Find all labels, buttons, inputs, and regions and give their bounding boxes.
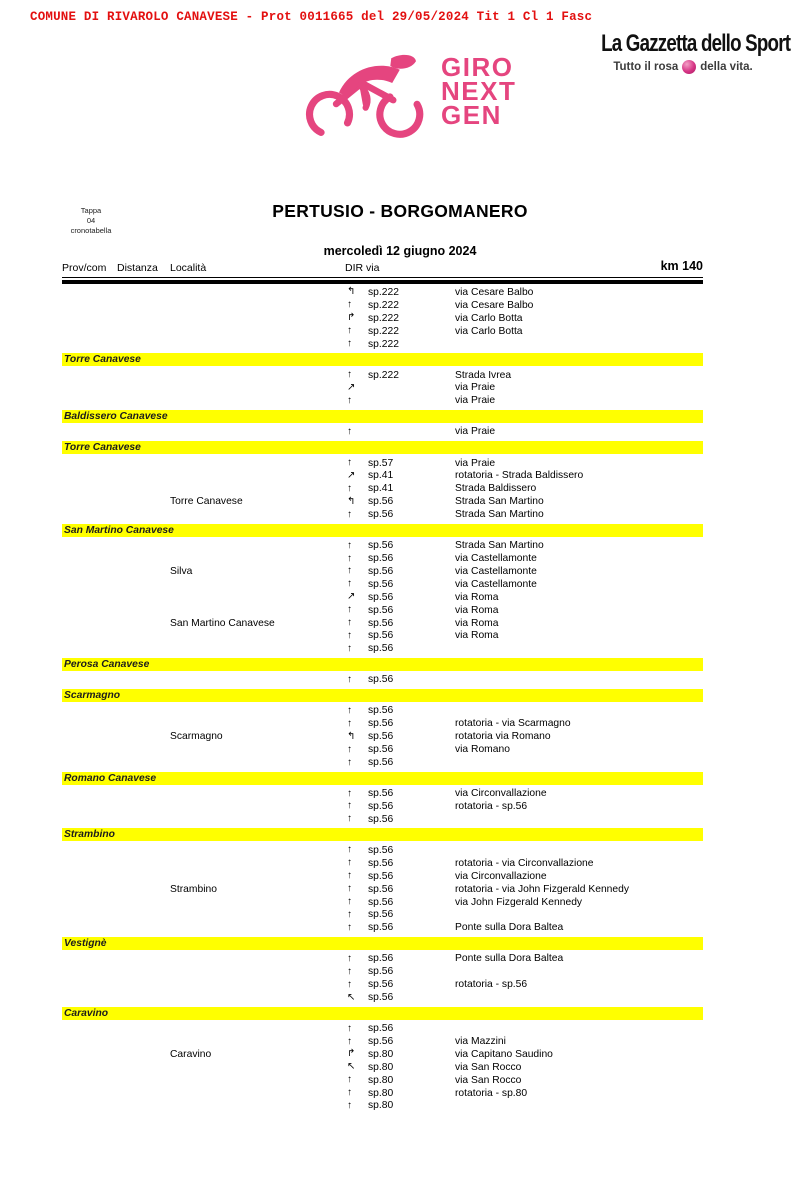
road-code-cell: sp.56 [368, 744, 394, 756]
route-row [62, 1022, 703, 1035]
street-name-cell: via Cesare Balbo [455, 299, 534, 311]
route-row [62, 312, 703, 325]
road-code-cell: sp.222 [368, 325, 399, 337]
road-code-cell: sp.56 [368, 883, 394, 895]
route-row [62, 896, 703, 909]
route-row [62, 991, 703, 1004]
route-row [62, 394, 703, 407]
street-name-cell: rotatoria - via Scarmagno [455, 718, 571, 730]
header-dir-via: DIR via [345, 262, 380, 274]
direction-arrow-icon: ↗ [347, 591, 356, 603]
street-name-cell: rotatoria via Romano [455, 731, 551, 743]
street-name-cell: via Circonvallazione [455, 870, 547, 882]
street-name-cell: via Carlo Botta [455, 312, 523, 324]
province-section-row: Strambino [62, 828, 703, 841]
route-row [62, 604, 703, 617]
street-name-cell: via Praie [455, 382, 496, 394]
direction-arrow-icon: ↑ [347, 921, 352, 933]
header-prov-com: Prov/com [62, 262, 107, 274]
road-code-cell: sp.56 [368, 870, 394, 882]
route-row [62, 469, 703, 482]
road-code-cell: sp.80 [368, 1087, 394, 1099]
road-code-cell: sp.41 [368, 483, 394, 495]
route-row [62, 965, 703, 978]
route-row [62, 642, 703, 655]
route-row [62, 730, 703, 743]
street-name-cell: via San Rocco [455, 1061, 522, 1073]
direction-arrow-icon: ↑ [347, 617, 352, 628]
road-code-cell: sp.56 [368, 844, 394, 856]
road-code-cell: sp.56 [368, 604, 394, 616]
street-name-cell: via Castellamonte [455, 553, 537, 565]
direction-arrow-icon: ↑ [347, 1087, 352, 1099]
route-row [62, 591, 703, 604]
road-code-cell: sp.56 [368, 788, 394, 800]
direction-arrow-icon: ↑ [347, 883, 352, 895]
localita-cell: Caravino [170, 1048, 212, 1060]
street-name-cell: Strada San Martino [455, 509, 544, 521]
direction-arrow-icon: ↑ [347, 787, 352, 799]
road-code-cell: sp.56 [368, 705, 394, 717]
giro-word-3: GEN [441, 99, 502, 130]
gazzetta-ball-icon [682, 60, 696, 74]
province-section-row: Torre Canavese [62, 441, 703, 454]
localita-cell: Torre Canavese [170, 496, 243, 508]
street-name-cell: rotatoria - Strada Baldissero [455, 470, 584, 482]
direction-arrow-icon: ↱ [347, 312, 356, 324]
street-name-cell: Ponte sulla Dora Baltea [455, 922, 564, 934]
road-code-cell: sp.56 [368, 617, 394, 629]
route-row [62, 673, 703, 686]
street-name-cell: rotatoria - sp.56 [455, 979, 528, 991]
road-code-cell: sp.56 [368, 992, 394, 1004]
road-code-cell: sp.56 [368, 496, 394, 508]
road-code-cell: sp.56 [368, 922, 394, 934]
direction-arrow-icon: ↑ [347, 642, 352, 654]
street-name-cell: rotatoria - sp.56 [455, 800, 528, 812]
route-row [62, 565, 703, 578]
province-section-row: San Martino Canavese [62, 524, 703, 537]
route-row [62, 870, 703, 883]
route-row [62, 482, 703, 495]
province-section-row: Perosa Canavese [62, 658, 703, 671]
road-code-cell: sp.56 [368, 553, 394, 565]
road-code-cell: sp.56 [368, 630, 394, 642]
route-row [62, 426, 703, 439]
direction-arrow-icon: ↑ [347, 800, 352, 812]
province-section-row: Torre Canavese [62, 353, 703, 366]
road-code-cell: sp.56 [368, 979, 394, 991]
header-distanza: Distanza [117, 262, 158, 274]
street-name-cell: via Capitano Saudino [455, 1048, 553, 1060]
road-code-cell: sp.56 [368, 1023, 394, 1035]
province-section-row: Vestignè [62, 937, 703, 950]
route-row [62, 743, 703, 756]
street-name-cell: via Castellamonte [455, 578, 537, 590]
tappa-label: Tappa [80, 206, 102, 215]
direction-arrow-icon: ↑ [347, 908, 352, 920]
route-row [62, 705, 703, 718]
street-name-cell: rotatoria - via Circonvallazione [455, 857, 594, 869]
direction-arrow-icon: ↖ [347, 991, 356, 1003]
doc-type-label: cronotabella [70, 225, 112, 235]
street-name-cell: via John Fizgerald Kennedy [455, 896, 583, 908]
road-code-cell: sp.56 [368, 1036, 394, 1047]
road-code-cell: sp.56 [368, 718, 394, 730]
table-header [0, 259, 800, 278]
direction-arrow-icon: ↑ [347, 629, 352, 641]
giro-wordmark [441, 52, 517, 130]
street-name-cell: via Mazzini [455, 1036, 506, 1047]
street-name-cell: Strada San Martino [455, 496, 544, 508]
street-name-cell: Strada San Martino [455, 540, 544, 552]
header-rule-thick [62, 280, 703, 284]
route-row [62, 952, 703, 965]
route-row [62, 1061, 703, 1074]
road-code-cell: sp.222 [368, 369, 399, 381]
direction-arrow-icon: ↑ [347, 508, 352, 520]
protocol-header: COMUNE DI RIVAROLO CANAVESE - Prot 0011665 del 29/05/2024 Tit 1 Cl 1 Fasc [30, 10, 593, 24]
route-row [62, 883, 703, 896]
street-name-cell: via Carlo Botta [455, 325, 523, 337]
route-row [62, 325, 703, 338]
street-name-cell: via Roma [455, 604, 499, 616]
route-row [62, 844, 703, 857]
direction-arrow-icon: ↑ [347, 1099, 352, 1111]
street-name-cell: via Circonvallazione [455, 788, 547, 800]
province-section-row: Caravino [62, 1007, 703, 1020]
direction-arrow-icon: ↰ [347, 495, 356, 507]
route-row [62, 382, 703, 395]
road-code-cell: sp.56 [368, 909, 394, 921]
giro-next-gen-logo [300, 42, 530, 142]
tappa-number: 04 [86, 215, 96, 225]
route-row [62, 338, 703, 351]
direction-arrow-icon: ↑ [347, 743, 352, 755]
street-name-cell: Strada Baldissero [455, 483, 537, 495]
direction-arrow-icon: ↑ [347, 425, 352, 437]
road-code-cell: sp.56 [368, 540, 394, 552]
direction-arrow-icon: ↑ [347, 857, 352, 869]
route-row [62, 299, 703, 312]
route-rows [62, 286, 703, 1112]
gazzetta-tagline [578, 60, 788, 74]
road-code-cell: sp.56 [368, 857, 394, 869]
direction-arrow-icon: ↑ [347, 704, 352, 716]
route-row [62, 369, 703, 382]
direction-arrow-icon: ↑ [347, 673, 352, 685]
route-row [62, 787, 703, 800]
direction-arrow-icon: ↑ [347, 1022, 352, 1034]
street-name-cell: rotatoria - via John Fizgerald Kennedy [455, 883, 629, 895]
road-code-cell: sp.56 [368, 509, 394, 521]
route-row [62, 539, 703, 552]
stage-date: mercoledì 12 giugno 2024 [323, 244, 477, 258]
route-row [62, 813, 703, 826]
direction-arrow-icon: ↑ [347, 539, 352, 551]
street-name-cell: via Roma [455, 591, 499, 603]
direction-arrow-icon: ↑ [347, 978, 352, 990]
road-code-cell: sp.56 [368, 757, 394, 768]
direction-arrow-icon: ↑ [347, 813, 352, 825]
road-code-cell: sp.56 [368, 643, 394, 655]
route-row [62, 800, 703, 813]
gazzetta-tagline-left: Tutto il rosa [613, 61, 679, 73]
direction-arrow-icon: ↑ [347, 952, 352, 964]
route-row [62, 1035, 703, 1048]
road-code-cell: sp.56 [368, 966, 394, 978]
route-row [62, 617, 703, 630]
localita-cell: Strambino [170, 883, 217, 895]
direction-arrow-icon: ↑ [347, 1074, 352, 1086]
road-code-cell: sp.56 [368, 565, 394, 577]
direction-arrow-icon: ↑ [347, 896, 352, 907]
route-row [62, 495, 703, 508]
direction-arrow-icon: ↑ [347, 369, 352, 381]
direction-arrow-icon: ↰ [347, 730, 356, 742]
direction-arrow-icon: ↑ [347, 338, 352, 349]
gazzetta-logo [578, 30, 791, 74]
street-name-cell: via Castellamonte [455, 565, 537, 577]
road-code-cell: sp.80 [368, 1061, 394, 1073]
direction-arrow-icon: ↑ [347, 604, 352, 616]
road-code-cell: sp.222 [368, 312, 399, 324]
localita-cell: Silva [170, 565, 193, 577]
direction-arrow-icon: ↑ [347, 325, 352, 337]
street-name-cell: Strada Ivrea [455, 369, 512, 381]
direction-arrow-icon: ↑ [347, 717, 352, 729]
direction-arrow-icon: ↑ [347, 457, 352, 469]
route-row [62, 1074, 703, 1087]
route-row [62, 1087, 703, 1100]
header-rule-thin [62, 277, 703, 278]
route-row [62, 552, 703, 565]
street-name-cell: via Roma [455, 630, 499, 642]
direction-arrow-icon: ↖ [347, 1061, 356, 1073]
road-code-cell: sp.222 [368, 286, 399, 298]
road-code-cell: sp.56 [368, 674, 394, 686]
road-code-cell: sp.80 [368, 1100, 394, 1112]
street-name-cell: via Praie [455, 457, 496, 469]
localita-cell: San Martino Canavese [170, 617, 275, 629]
route-row [62, 908, 703, 921]
street-name-cell: via Praie [455, 426, 496, 438]
province-section-row: Scarmagno [62, 689, 703, 702]
direction-arrow-icon: ↑ [347, 965, 352, 977]
direction-arrow-icon: ↑ [347, 578, 352, 590]
street-name-cell: via Romano [455, 744, 510, 756]
route-row [62, 717, 703, 730]
direction-arrow-icon: ↑ [347, 756, 352, 768]
province-section-row: Romano Canavese [62, 772, 703, 785]
stage-title: PERTUSIO - BORGOMANERO [272, 201, 528, 221]
road-code-cell: sp.80 [368, 1074, 394, 1086]
header-total-km: km 140 [660, 259, 703, 273]
road-code-cell: sp.222 [368, 338, 399, 350]
street-name-cell: via San Rocco [455, 1074, 522, 1086]
route-row [62, 578, 703, 591]
road-code-cell: sp.56 [368, 896, 394, 908]
header-localita: Località [170, 262, 207, 274]
street-name-cell: via Praie [455, 395, 496, 407]
route-row [62, 1048, 703, 1061]
street-name-cell: rotatoria - sp.80 [455, 1087, 528, 1099]
direction-arrow-icon: ↗ [347, 381, 356, 393]
giro-word-1: GIRO [441, 52, 514, 83]
giro-word-2: NEXT [441, 76, 517, 107]
road-code-cell: sp.56 [368, 731, 394, 743]
route-row [62, 756, 703, 769]
route-row [62, 978, 703, 991]
street-name-cell: Ponte sulla Dora Baltea [455, 953, 564, 965]
route-row [62, 457, 703, 470]
road-code-cell: sp.56 [368, 800, 394, 812]
direction-arrow-icon: ↗ [347, 469, 356, 481]
direction-arrow-icon: ↰ [347, 286, 356, 298]
road-code-cell: sp.222 [368, 299, 399, 311]
direction-arrow-icon: ↱ [347, 1048, 356, 1060]
cyclist-icon [300, 45, 435, 140]
direction-arrow-icon: ↑ [347, 1035, 352, 1047]
street-name-cell: via Cesare Balbo [455, 286, 534, 298]
route-row [62, 857, 703, 870]
direction-arrow-icon: ↑ [347, 844, 352, 856]
road-code-cell: sp.56 [368, 591, 394, 603]
direction-arrow-icon: ↑ [347, 552, 352, 564]
route-row [62, 286, 703, 299]
route-row [62, 508, 703, 521]
province-section-row: Baldissero Canavese [62, 410, 703, 423]
direction-arrow-icon: ↑ [347, 299, 352, 311]
street-name-cell: via Roma [455, 617, 499, 629]
gazzetta-tagline-right: della vita. [700, 61, 753, 73]
road-code-cell: sp.56 [368, 578, 394, 590]
route-row [62, 921, 703, 934]
gazzetta-title: La Gazzetta dello Sport [601, 30, 791, 57]
direction-arrow-icon: ↑ [347, 870, 352, 882]
direction-arrow-icon: ↑ [347, 565, 352, 577]
road-code-cell: sp.57 [368, 457, 394, 469]
road-code-cell: sp.56 [368, 813, 394, 825]
road-code-cell: sp.80 [368, 1048, 394, 1060]
direction-arrow-icon: ↑ [347, 482, 352, 494]
road-code-cell: sp.41 [368, 470, 394, 482]
route-row [62, 1100, 703, 1113]
route-row [62, 629, 703, 642]
direction-arrow-icon: ↑ [347, 394, 352, 406]
road-code-cell: sp.56 [368, 953, 394, 965]
localita-cell: Scarmagno [170, 731, 223, 743]
